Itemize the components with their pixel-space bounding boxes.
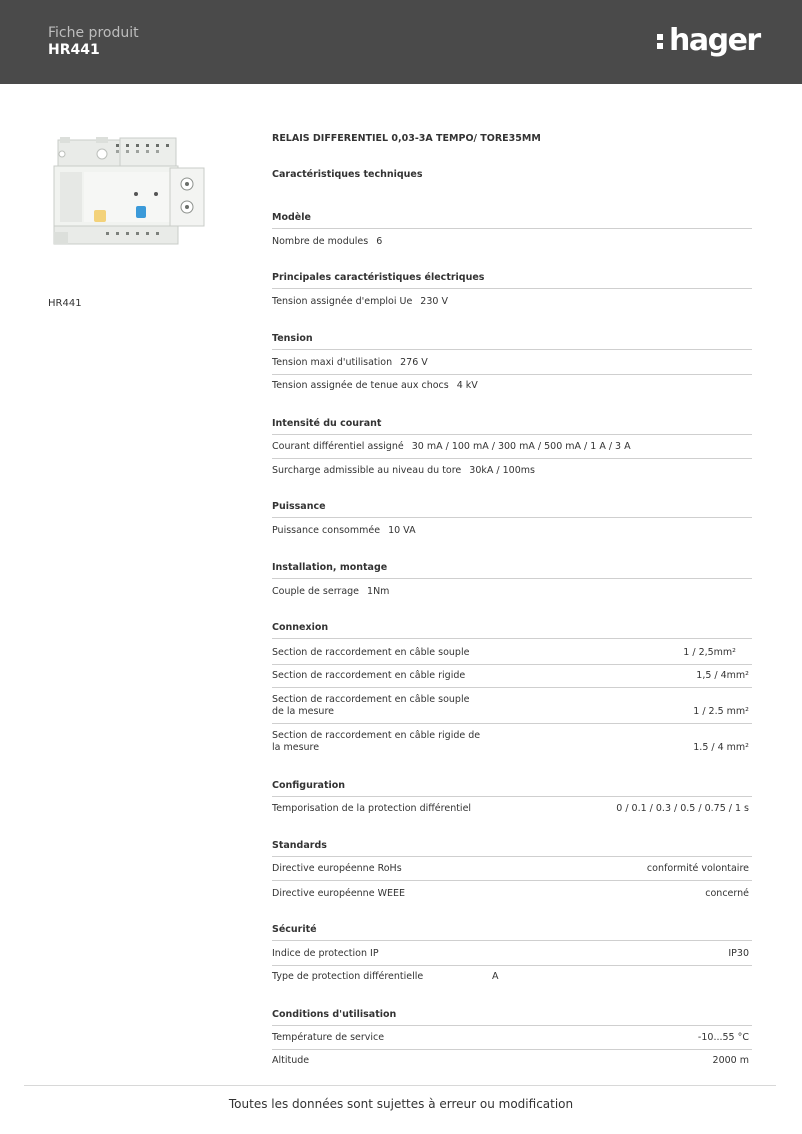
spec-label: Tension maxi d'utilisation: [272, 357, 393, 368]
document-type: Fiche produit: [48, 25, 139, 41]
spec-value: 10 VA: [388, 525, 416, 536]
spec-label: Section de raccordement en câble souple: [272, 694, 470, 705]
spec-row: [272, 863, 752, 881]
spec-label: Altitude: [272, 1055, 310, 1066]
spec-value: 1,5 / 4mm²: [696, 670, 749, 681]
section-tension-title: Tension: [272, 333, 752, 350]
spec-row: [272, 296, 752, 313]
spec-label-continued: de la mesure: [272, 706, 334, 717]
spec-row: [272, 694, 752, 724]
product-image-caption: HR441: [48, 298, 82, 309]
spec-row: [272, 586, 752, 603]
spec-row: [272, 357, 752, 375]
spec-label: Section de raccordement en câble rigide de: [272, 730, 481, 741]
section-installation-title: Installation, montage: [272, 562, 752, 579]
spec-value: conformité volontaire: [646, 863, 749, 874]
page-header: [0, 0, 802, 84]
footer-divider: [24, 1085, 776, 1086]
spec-row: [272, 948, 752, 966]
spec-value: 230 V: [420, 296, 448, 307]
product-reference: HR441: [48, 42, 100, 58]
spec-value: 1.5 / 4 mm²: [693, 742, 749, 753]
spec-label: Tension assignée de tenue aux chocs: [272, 380, 449, 391]
spec-value: concerné: [705, 888, 749, 899]
section-modele-title: Modèle: [272, 212, 752, 229]
spec-label: Température de service: [272, 1032, 385, 1043]
section-connexion-title: Connexion: [272, 622, 752, 639]
spec-value: 1 / 2,5mm²: [683, 647, 736, 658]
logo-dots-icon: [656, 30, 666, 52]
technical-characteristics-heading: Caractéristiques techniques: [272, 169, 423, 180]
relay-device-icon: [50, 132, 210, 252]
spec-row: [272, 888, 752, 905]
spec-label: Couple de serrage: [272, 586, 360, 597]
section-puissance-title: Puissance: [272, 501, 752, 518]
footer-disclaimer: Toutes les données sont sujettes à erreur ou modification: [228, 1097, 574, 1111]
spec-row: [272, 971, 752, 988]
spec-row: [272, 380, 752, 397]
relay-device-image: [50, 132, 210, 252]
spec-row: [272, 525, 752, 542]
logo-wordmark: hager: [669, 23, 760, 58]
section-electrical-title: Principales caractéristiques électriques: [272, 272, 752, 289]
spec-value: 1 / 2.5 mm²: [693, 706, 749, 717]
spec-row: [272, 236, 752, 253]
spec-row: [272, 730, 752, 759]
spec-label: Type de protection différentielle: [272, 971, 424, 982]
hager-logo: [656, 24, 760, 58]
spec-label: Courant différentiel assigné: [272, 441, 404, 452]
spec-row: [272, 1032, 752, 1050]
spec-value: 6: [376, 236, 383, 247]
spec-row: [272, 647, 752, 665]
spec-value: 276 V: [400, 357, 428, 368]
spec-value: -10...55 °C: [697, 1032, 749, 1043]
spec-value: 30kA / 100ms: [469, 465, 535, 476]
spec-label: Directive européenne RoHs: [272, 863, 402, 874]
spec-label: Directive européenne WEEE: [272, 888, 405, 899]
spec-value: IP30: [728, 948, 749, 959]
spec-row: [272, 465, 752, 482]
spec-value: 4 kV: [456, 380, 478, 391]
spec-label: Section de raccordement en câble rigide: [272, 670, 466, 681]
product-title: RELAIS DIFFERENTIEL 0,03-3A TEMPO/ TORE35MM: [272, 133, 541, 144]
spec-row: [272, 1055, 752, 1072]
spec-label: Temporisation de la protection différentiel: [272, 803, 472, 814]
spec-row: [272, 670, 752, 688]
spec-value: 1Nm: [367, 586, 390, 597]
spec-value: A: [492, 971, 499, 982]
spec-label: Puissance consommée: [272, 525, 381, 536]
section-configuration-title: Configuration: [272, 780, 752, 797]
spec-row: [272, 803, 752, 820]
spec-row: [272, 441, 752, 459]
spec-label: Section de raccordement en câble souple: [272, 647, 470, 658]
spec-label: Surcharge admissible au niveau du tore: [272, 465, 462, 476]
section-securite-title: Sécurité: [272, 924, 752, 941]
section-conditions-title: Conditions d'utilisation: [272, 1009, 752, 1026]
section-courant-title: Intensité du courant: [272, 418, 752, 435]
spec-value: 2000 m: [712, 1055, 749, 1066]
spec-label: Nombre de modules: [272, 236, 369, 247]
spec-label-continued: la mesure: [272, 742, 320, 753]
spec-value: 30 mA / 100 mA / 300 mA / 500 mA / 1 A / 3 A: [411, 441, 631, 452]
spec-value: 0 / 0.1 / 0.3 / 0.5 / 0.75 / 1 s: [616, 803, 749, 814]
spec-label: Tension assignée d'emploi Ue: [272, 296, 413, 307]
section-standards-title: Standards: [272, 840, 752, 857]
spec-label: Indice de protection IP: [272, 948, 379, 959]
